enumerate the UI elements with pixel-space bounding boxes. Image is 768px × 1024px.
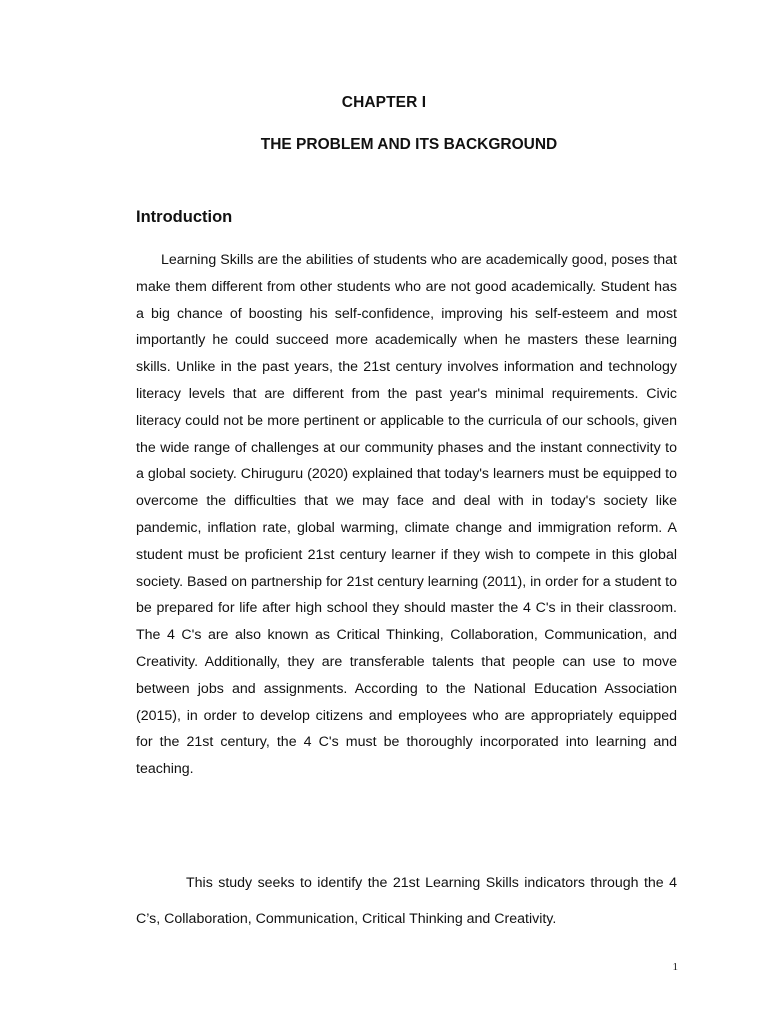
chapter-subtitle: THE PROBLEM AND ITS BACKGROUND bbox=[260, 136, 558, 153]
study-purpose-paragraph: This study seeks to identify the 21st Learning Skills indicators through the 4 C’s, Collaboration, Communication, Critical Thinking and Creativity. bbox=[136, 875, 677, 927]
introduction-paragraph: Learning Skills are the abilities of students who are academically good, poses that make them different from other students who are not good academically. Student has a big chance of boosting his self-confidence, improving his self-esteem and most importantly he could succeed more academically when he masters these learning skills. Unlike in the past years, the 21st century involves information and technology literacy levels that are different from the past year's minimal requirements. Civic literacy could not be more pertinent or applicable to the curricula of our schools, given the wide range of challenges at our community phases and the instant connectivity to a global society. Chiruguru (2020) explained that today's learners must be equipped to overcome the difficulties that we may face and deal with in today's society like pandemic, inflation rate, global warming, climate change and immigration reform. A student must be proficient 21st century learner if they wish to compete in this global society. Based on partnership for 21st century learning (2011), in order for a student to be prepared for life after high school they should master the 4 C's in their classroom. The 4 C's are also known as Critical Thinking, Collaboration, Communication, and Creativity. Additionally, they are transferable talents that people can use to move between jobs and assignments. According to the National Education Association (2015), in order to develop citizens and employees who are appropriately equipped for the 21st century, the 4 C's must be thoroughly incorporated into learning and teaching. bbox=[136, 252, 677, 778]
page-number: 1 bbox=[672, 961, 678, 973]
chapter-title: CHAPTER I bbox=[341, 94, 427, 111]
section-heading: Introduction bbox=[136, 208, 233, 226]
